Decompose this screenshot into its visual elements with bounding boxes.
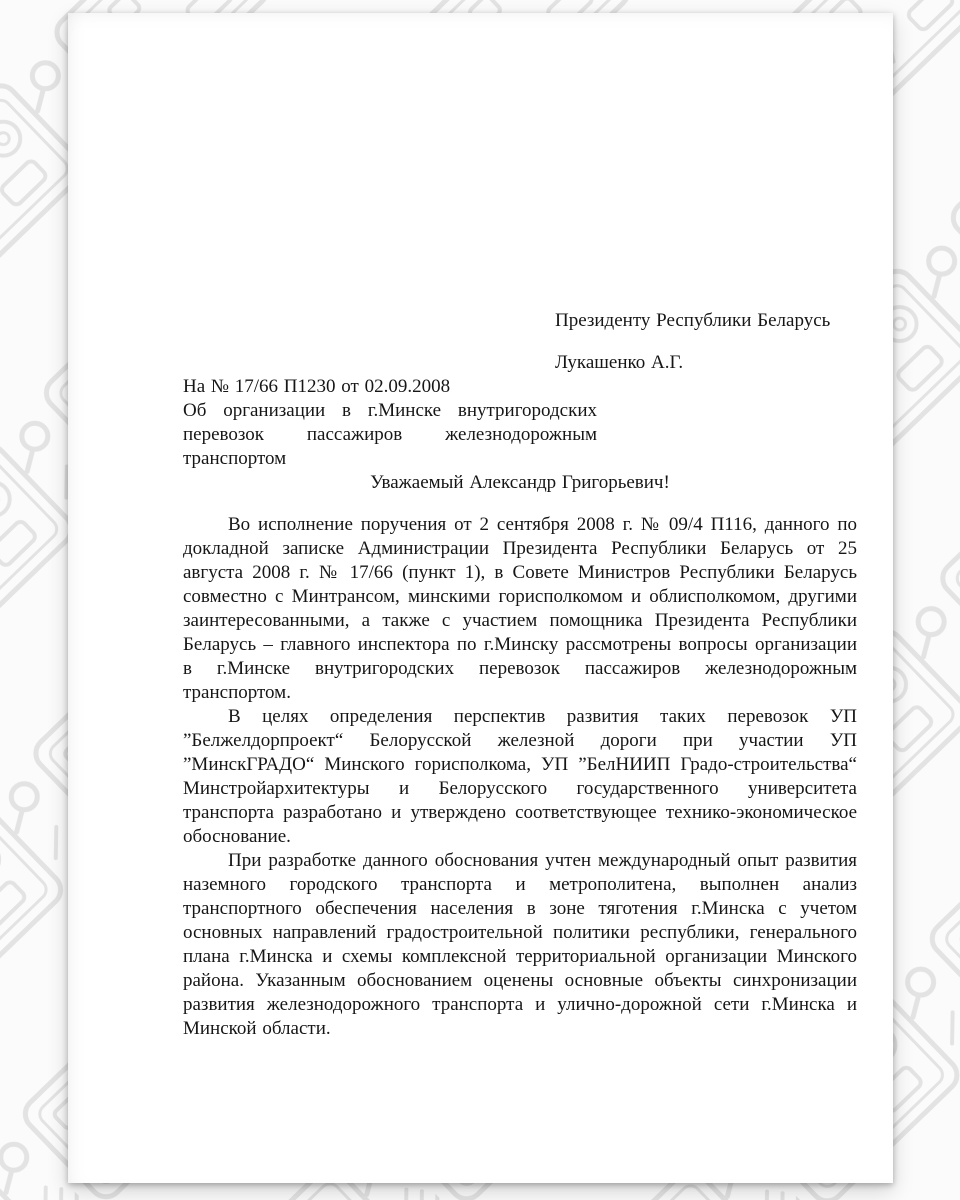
body-paragraph-3: При разработке данного обоснования учтен международный опыт развития наземного городского транспорта и метрополитена, выполнен анализ транспортного обеспечения населения в зоне тяготения г.Минска с учетом основных направлений градостроительной политики республики, генерального плана г.Минска и схемы комплексной территориальной организации Минского района. Указанным обоснованием оценены основные объекты синхронизации развития железнодорожного транспорта и улично-дорожной сети г.Минска и Минской области.: [183, 850, 857, 1039]
addressee-line-2: Лукашенко А.Г.: [555, 352, 684, 373]
document-page: [68, 13, 893, 1183]
subject-block: Об организации в г.Минске внутригородских перевозок пассажиров железнодорожным транспортом: [183, 400, 597, 469]
addressee-line-1: Президенту Республики Беларусь: [555, 310, 831, 331]
body-paragraph-1: Во исполнение поручения от 2 сентября 2008 г. № 09/4 П116, данного по докладной записке Администрации Президента Республики Беларусь от 25 августа 2008 г. № 17/66 (пункт 1), в Совете Министров Республики Беларусь совместно с Минтрансом, минскими горисполкомом и облисполкомом, другими заинтересованными, а также с участием помощника Президента Республики Беларусь – главного инспектора по г.Минску рассмотрены вопросы организации в г.Минске внутригородских перевозок пассажиров железнодорожным транспортом.: [183, 514, 857, 703]
letter-body: [183, 513, 857, 1041]
addressee-block: [555, 309, 857, 375]
reference-number: На № 17/66 П1230 от 02.09.2008: [183, 376, 451, 397]
body-paragraph-2: В целях определения перспектив развития таких перевозок УП ”Белжелдорпроект“ Белорусской железной дороги при участии УП ”МинскГРАДО“ Минского горисполкома, УП ”БелНИИП Градо-строительства“ Минстройархитектуры и Белорусского государственного университета транспорта разработано и утверждено соответствующее технико-экономическое обоснование.: [183, 706, 857, 847]
salutation-line: Уважаемый Александр Григорьевич!: [370, 472, 670, 493]
